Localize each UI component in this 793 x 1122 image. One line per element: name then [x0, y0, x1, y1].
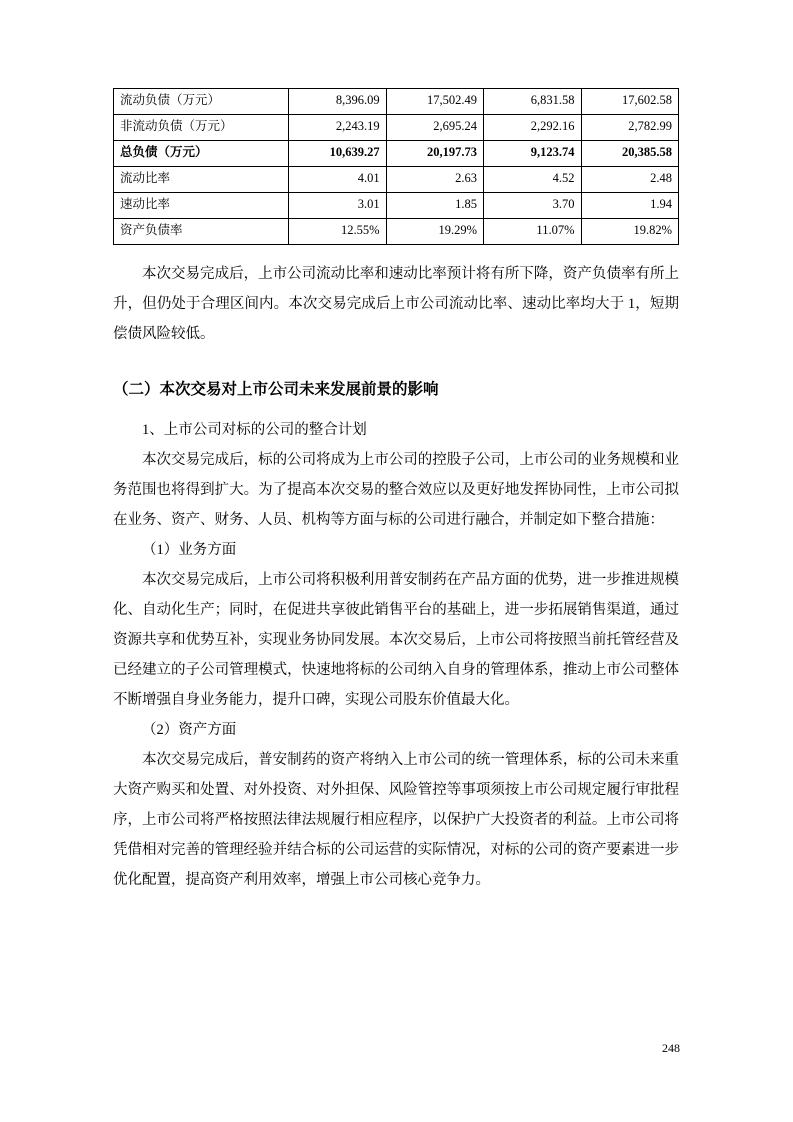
row-value-1: 10,639.27	[289, 141, 386, 167]
row-value-3: 6,831.58	[484, 89, 581, 115]
row-value-4: 2,782.99	[581, 115, 679, 141]
table-row	[114, 89, 679, 115]
row-value-1: 12.55%	[289, 219, 386, 245]
row-value-2: 17,502.49	[386, 89, 483, 115]
page-content	[113, 88, 679, 895]
row-value-2: 2.63	[386, 167, 483, 193]
paragraph-solvency: 本次交易完成后，上市公司流动比率和速动比率预计将有所下降，资产负债率有所上升，但仍处于合理区间内。本次交易完成后上市公司流动比率、速动比率均大于 1，短期偿债风险较低。	[113, 266, 679, 342]
row-value-4: 19.82%	[581, 219, 679, 245]
paragraph-business-aspect: 本次交易完成后，上市公司将积极利用普安制药在产品方面的优势，进一步推进规模化、自动化生产；同时，在促进共享彼此销售平台的基础上，进一步拓展销售渠道，通过资源共享和优势互补，实现业务协同发展。本次交易后，上市公司将按照当前托管经营及已经建立的子公司管理模式，快速地将标的公司纳入自身的管理体系，推动上市公司整体不断增强自身业务能力，提升口碑，实现公司股东价值最大化。	[113, 572, 679, 708]
row-value-4: 17,602.58	[581, 89, 679, 115]
row-value-1: 3.01	[289, 193, 386, 219]
row-label: 非流动负债（万元）	[114, 115, 289, 141]
section-heading: （二）本次交易对上市公司未来发展前景的影响	[113, 381, 439, 398]
financial-indicators-table	[113, 88, 679, 245]
paragraph-integration-plan: 本次交易完成后，标的公司将成为上市公司的控股子公司，上市公司的业务规模和业务范围也将得到扩大。为了提高本次交易的整合效应以及更好地发挥协同性，上市公司拟在业务、资产、财务、人员、机构等方面与标的公司进行融合，并制定如下整合措施：	[113, 452, 679, 528]
row-value-3: 11.07%	[484, 219, 581, 245]
subsection-heading-1: 1、上市公司对标的公司的整合计划	[142, 422, 367, 438]
row-value-4: 2.48	[581, 167, 679, 193]
row-label: 流动负债（万元）	[114, 89, 289, 115]
page-number: 248	[662, 1041, 680, 1055]
table-row-total	[114, 141, 679, 167]
table-row	[114, 115, 679, 141]
row-value-1: 2,243.19	[289, 115, 386, 141]
row-label: 总负债（万元）	[114, 141, 289, 167]
row-value-2: 1.85	[386, 193, 483, 219]
row-value-2: 20,197.73	[386, 141, 483, 167]
row-value-1: 4.01	[289, 167, 386, 193]
row-value-4: 20,385.58	[581, 141, 679, 167]
table-body	[114, 89, 679, 245]
row-value-2: 2,695.24	[386, 115, 483, 141]
row-value-1: 8,396.09	[289, 89, 386, 115]
row-value-4: 1.94	[581, 193, 679, 219]
row-value-3: 3.70	[484, 193, 581, 219]
row-label: 流动比率	[114, 167, 289, 193]
row-value-2: 19.29%	[386, 219, 483, 245]
paragraph-asset-aspect: 本次交易完成后，普安制药的资产将纳入上市公司的统一管理体系，标的公司未来重大资产购买和处置、对外投资、对外担保、风险管控等事项须按上市公司规定履行审批程序，上市公司将严格按照法律法规履行相应程序，以保护广大投资者的利益。上市公司将凭借相对完善的管理经验并结合标的公司运营的实际情况，对标的公司的资产要素进一步优化配置，提高资产利用效率，增强上市公司核心竞争力。	[113, 752, 679, 888]
row-value-3: 2,292.16	[484, 115, 581, 141]
row-label: 资产负债率	[114, 219, 289, 245]
table-row	[114, 167, 679, 193]
row-value-3: 9,123.74	[484, 141, 581, 167]
subsection-heading-3: （2）资产方面	[142, 722, 237, 738]
row-value-3: 4.52	[484, 167, 581, 193]
row-label: 速动比率	[114, 193, 289, 219]
table-row	[114, 193, 679, 219]
subsection-heading-2: （1）业务方面	[142, 542, 237, 558]
table-row	[114, 219, 679, 245]
